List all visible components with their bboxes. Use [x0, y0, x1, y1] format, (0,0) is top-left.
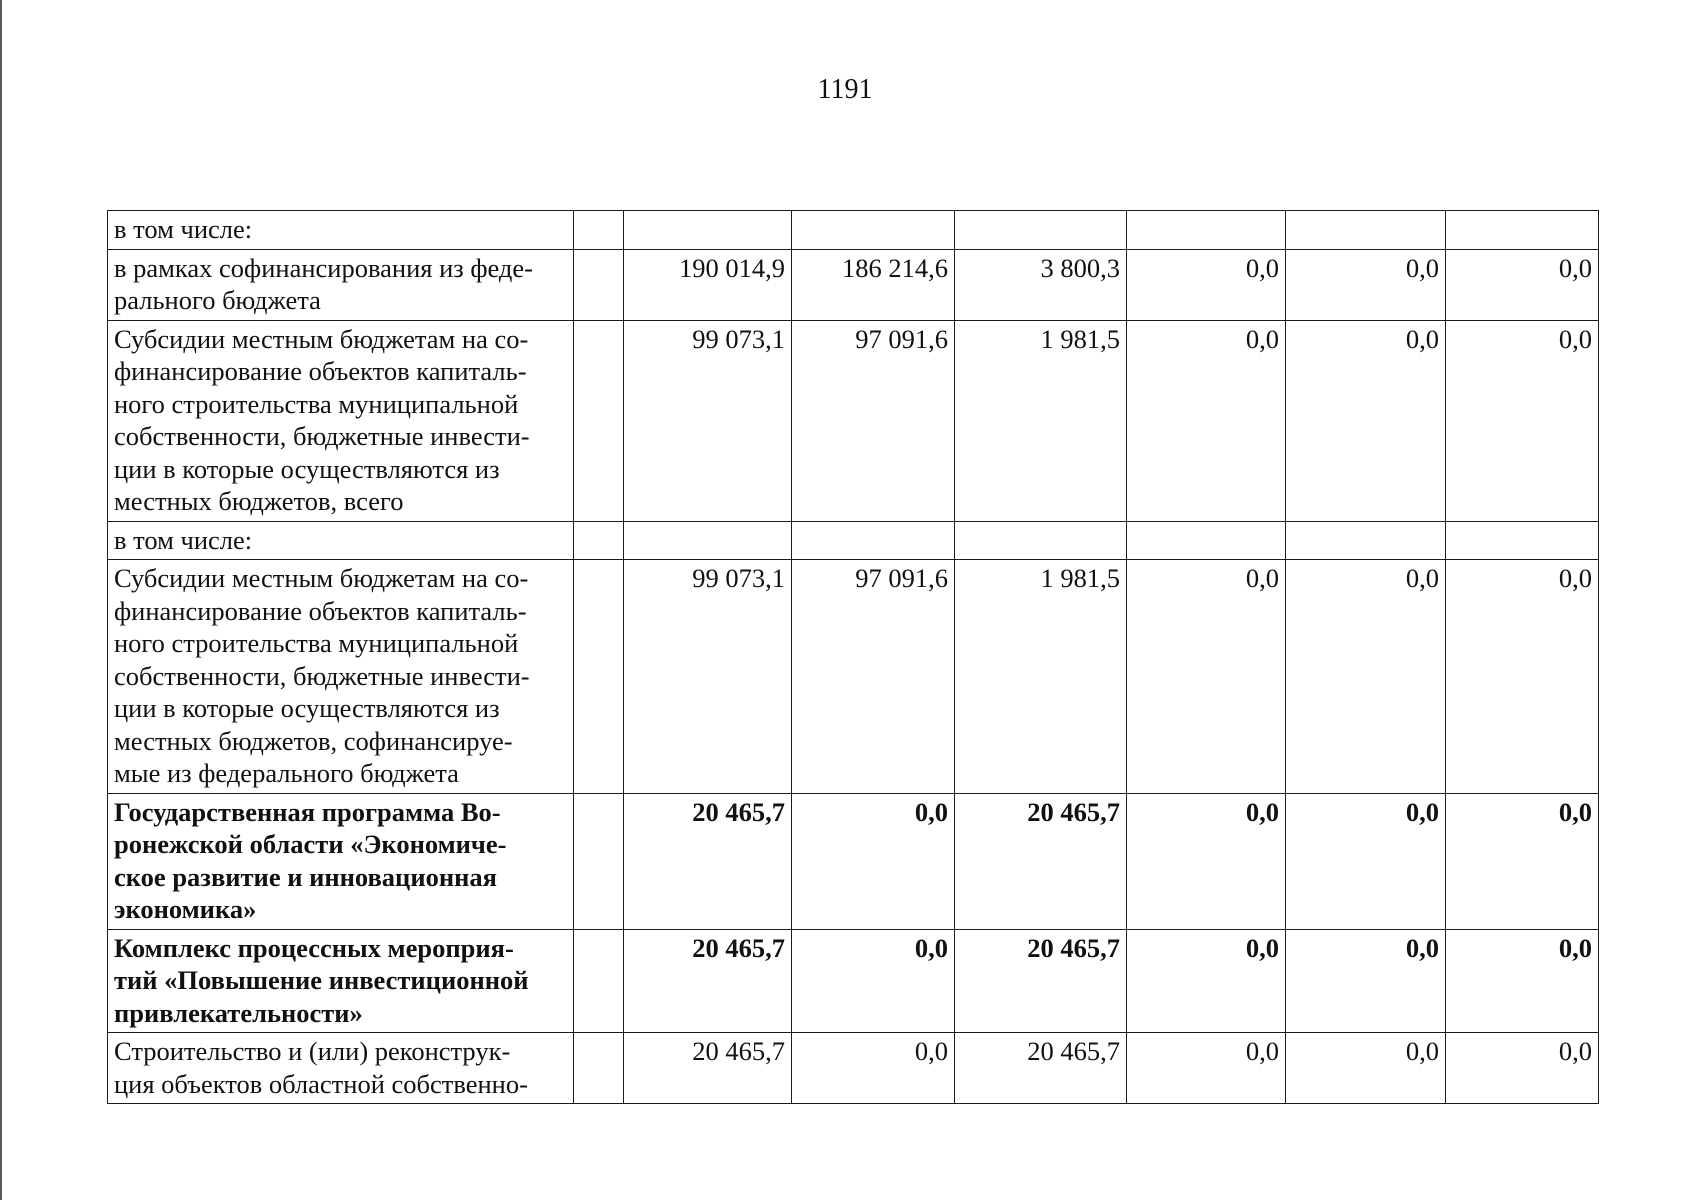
row-label-line: ного строительства муниципальной	[114, 388, 519, 419]
row-label-line: местных бюджетов, софинансируе-	[114, 725, 513, 756]
row-label-cell	[108, 320, 574, 521]
value-cell	[1446, 211, 1599, 250]
code-cell	[574, 320, 624, 521]
row-label-line: финансирование объектов капиталь-	[114, 356, 527, 386]
value-cell: 0,0	[1446, 793, 1599, 929]
row-label-line: тий «Повышение инвестиционной	[114, 965, 529, 995]
row-label-line: в рамках софинансирования из феде-	[114, 252, 533, 283]
value-cell	[792, 211, 955, 250]
value-cell: 97 091,6	[792, 560, 955, 794]
row-label-line: Строительство и (или) реконструк-	[114, 1036, 511, 1066]
row-label-line: собственности, бюджетные инвести-	[114, 421, 530, 451]
value-cell: 97 091,6	[792, 320, 955, 521]
value-cell: 20 465,7	[624, 793, 792, 929]
code-cell	[574, 560, 624, 794]
value-cell	[624, 521, 792, 560]
row-label-line: в том числе:	[114, 214, 253, 244]
value-cell: 20 465,7	[624, 1033, 792, 1104]
row-label-line: Государственная программа Во-	[114, 796, 501, 827]
value-cell	[955, 211, 1127, 250]
value-cell	[792, 521, 955, 560]
value-cell: 0,0	[1286, 249, 1446, 320]
code-cell	[574, 929, 624, 1033]
table-row	[108, 929, 1599, 1033]
table-row	[108, 249, 1599, 320]
value-cell: 0,0	[1286, 793, 1446, 929]
row-label-line: Субсидии местным бюджетам на со-	[114, 563, 529, 593]
scan-edge	[0, 0, 2, 1200]
value-cell: 99 073,1	[624, 320, 792, 521]
value-cell: 190 014,9	[624, 249, 792, 320]
value-cell: 20 465,7	[955, 1033, 1127, 1104]
value-cell: 99 073,1	[624, 560, 792, 794]
value-cell: 0,0	[1127, 560, 1286, 794]
code-cell	[574, 249, 624, 320]
table-body	[108, 211, 1599, 1104]
value-cell: 20 465,7	[624, 929, 792, 1033]
table-row	[108, 521, 1599, 560]
value-cell	[1286, 211, 1446, 250]
table-row	[108, 320, 1599, 521]
row-label-cell	[108, 249, 574, 320]
value-cell	[1446, 521, 1599, 560]
value-cell: 0,0	[792, 929, 955, 1033]
row-label-line: привлекательности»	[114, 997, 363, 1028]
row-label-line: собственности, бюджетные инвести-	[114, 660, 530, 691]
value-cell: 0,0	[1127, 320, 1286, 521]
value-cell	[1127, 211, 1286, 250]
value-cell: 0,0	[1127, 793, 1286, 929]
table-row	[108, 1033, 1599, 1104]
value-cell	[624, 211, 792, 250]
row-label-line: местных бюджетов, всего	[114, 486, 404, 516]
page-number: 1191	[817, 74, 873, 105]
table-row	[108, 211, 1599, 250]
row-label-line: в том числе:	[114, 524, 253, 555]
value-cell: 1 981,5	[955, 320, 1127, 521]
value-cell: 0,0	[1286, 560, 1446, 794]
budget-table	[107, 210, 1599, 1104]
row-label-line: ции в которые осуществляются из	[114, 453, 500, 484]
row-label-line: финансирование объектов капиталь-	[114, 595, 527, 626]
row-label-line: ции в которые осуществляются из	[114, 693, 500, 723]
row-label-cell	[108, 211, 574, 250]
value-cell: 0,0	[1127, 929, 1286, 1033]
value-cell: 186 214,6	[792, 249, 955, 320]
table-row	[108, 793, 1599, 929]
row-label-line: рального бюджета	[114, 285, 321, 315]
value-cell	[1127, 521, 1286, 560]
row-label-line: ское развитие и инновационная	[114, 861, 497, 892]
table-row	[108, 560, 1599, 794]
value-cell: 0,0	[1446, 249, 1599, 320]
row-label-cell	[108, 560, 574, 794]
value-cell: 0,0	[1446, 929, 1599, 1033]
value-cell: 3 800,3	[955, 249, 1127, 320]
row-label-line: Субсидии местным бюджетам на со-	[114, 323, 529, 354]
value-cell: 0,0	[1286, 929, 1446, 1033]
value-cell: 0,0	[1286, 1033, 1446, 1104]
code-cell	[574, 211, 624, 250]
code-cell	[574, 1033, 624, 1104]
value-cell: 0,0	[1446, 1033, 1599, 1104]
value-cell: 0,0	[792, 1033, 955, 1104]
value-cell: 0,0	[792, 793, 955, 929]
value-cell	[955, 521, 1127, 560]
row-label-line: ного строительства муниципальной	[114, 628, 519, 658]
code-cell	[574, 521, 624, 560]
row-label-cell	[108, 521, 574, 560]
row-label-line: ция объектов областной собственно-	[114, 1068, 528, 1099]
value-cell: 20 465,7	[955, 929, 1127, 1033]
row-label-cell	[108, 793, 574, 929]
row-label-line: Комплекс процессных мероприя-	[114, 932, 514, 963]
value-cell: 20 465,7	[955, 793, 1127, 929]
value-cell: 1 981,5	[955, 560, 1127, 794]
value-cell: 0,0	[1127, 249, 1286, 320]
value-cell: 0,0	[1446, 320, 1599, 521]
row-label-line: экономика»	[114, 894, 257, 924]
row-label-cell	[108, 1033, 574, 1104]
row-label-line: мые из федерального бюджета	[114, 758, 459, 788]
value-cell: 0,0	[1286, 320, 1446, 521]
code-cell	[574, 793, 624, 929]
value-cell: 0,0	[1127, 1033, 1286, 1104]
value-cell	[1286, 521, 1446, 560]
row-label-line: ронежской области «Экономиче-	[114, 829, 507, 859]
row-label-cell	[108, 929, 574, 1033]
value-cell: 0,0	[1446, 560, 1599, 794]
